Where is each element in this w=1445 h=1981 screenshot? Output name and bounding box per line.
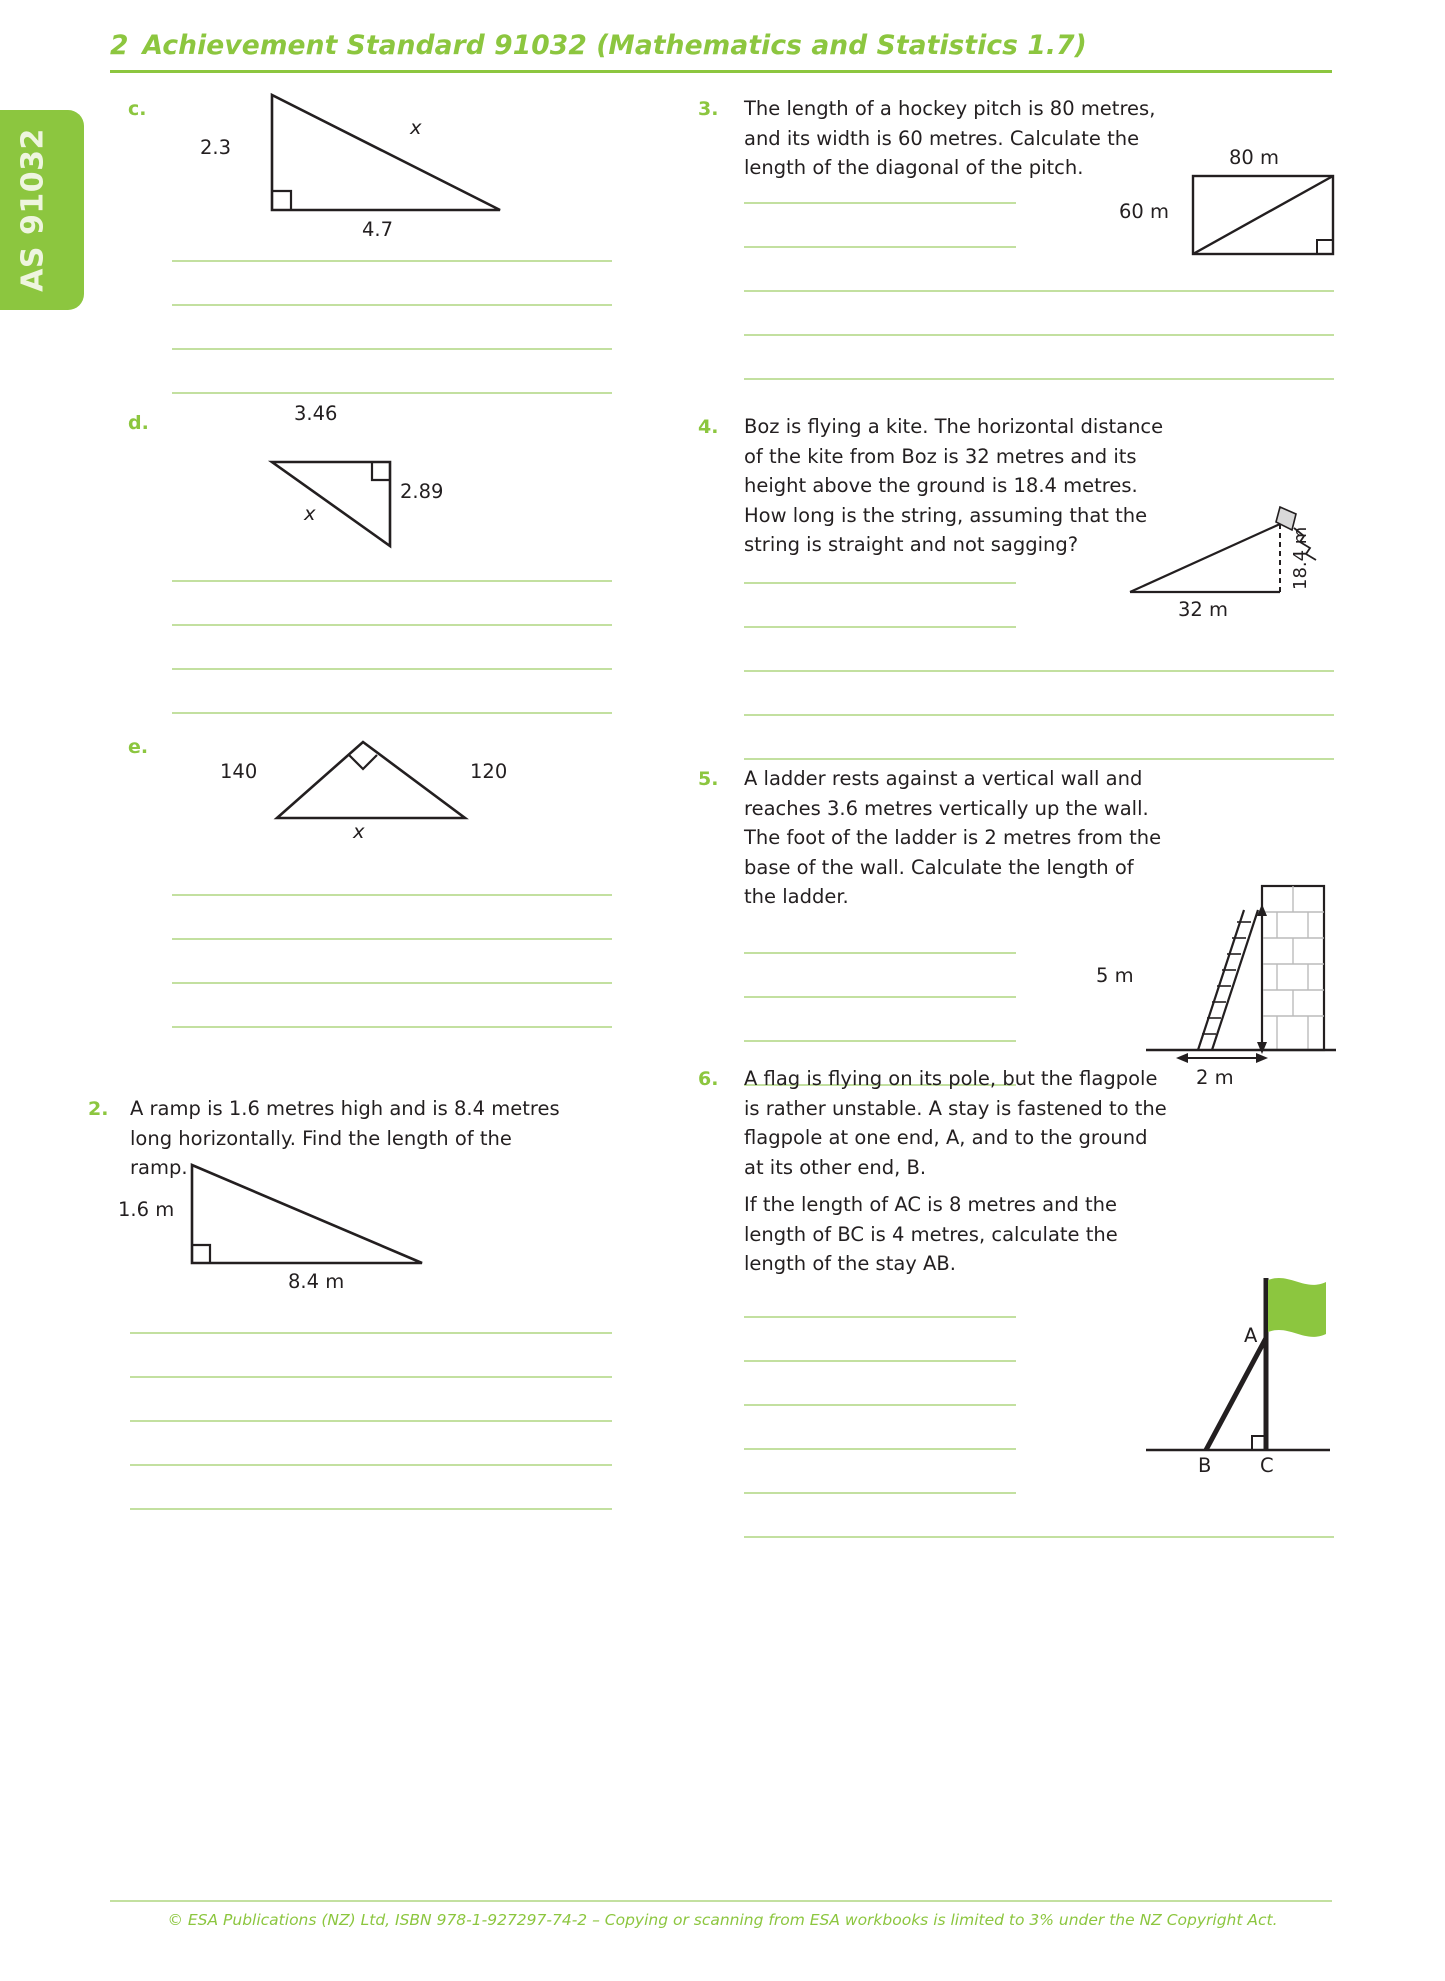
answer-line bbox=[744, 952, 1016, 954]
answer-line bbox=[744, 1536, 1334, 1538]
answer-line bbox=[172, 1026, 612, 1028]
answer-line bbox=[130, 1376, 612, 1378]
answer-line bbox=[744, 290, 1334, 292]
figure-flagpole bbox=[1140, 1272, 1340, 1477]
left-column bbox=[88, 82, 700, 1882]
answer-line bbox=[744, 1448, 1016, 1450]
question-5-text: A ladder rests against a vertical wall and reaches 3.6 metres vertically up the wall. The foot of the ladder is 2 metres from the base of the wall. Calculate the length of the ladder. bbox=[744, 767, 1162, 908]
answer-line bbox=[744, 626, 1016, 628]
answer-line bbox=[744, 246, 1016, 248]
label-e-base: x bbox=[353, 820, 365, 843]
right-column bbox=[698, 82, 1335, 1882]
answer-line bbox=[744, 582, 1016, 584]
answer-line bbox=[172, 260, 612, 262]
label-c-base: 4.7 bbox=[362, 218, 394, 241]
footer-divider bbox=[110, 1900, 1332, 1902]
answer-line bbox=[172, 624, 612, 626]
copyright-notice: © ESA Publications (NZ) Ltd, ISBN 978-1-927297-74-2 – Copying or scanning from ESA workbooks is limited to 3% under the NZ Copyright Act. bbox=[167, 1911, 1278, 1929]
label-c-hypotenuse: x bbox=[410, 116, 422, 139]
standard-side-tab bbox=[0, 110, 84, 310]
label-kite-height: 18.4 m bbox=[1290, 526, 1311, 590]
answer-line bbox=[130, 1508, 612, 1510]
label-d-right: 2.89 bbox=[400, 480, 444, 503]
label-ladder-length: 5 m bbox=[1096, 964, 1134, 987]
figure-ramp bbox=[118, 1158, 530, 1293]
question-3-number: 3. bbox=[698, 98, 719, 120]
answer-line bbox=[744, 202, 1016, 204]
side-tab-label: AS 91032 bbox=[15, 128, 51, 292]
page-title: Achievement Standard 91032 (Mathematics and Statistics 1.7) bbox=[142, 30, 1087, 61]
answer-line bbox=[744, 334, 1334, 336]
question-2-number: 2. bbox=[88, 1098, 109, 1120]
label-ladder-base: 2 m bbox=[1196, 1066, 1234, 1089]
part-e-label: e. bbox=[128, 736, 149, 758]
page-header-line bbox=[110, 30, 1087, 61]
label-e-left: 140 bbox=[220, 760, 258, 783]
figure-hockey-pitch bbox=[1119, 146, 1345, 267]
figure-ladder bbox=[1096, 882, 1350, 1089]
question-2-text: A ramp is 1.6 metres high and is 8.4 metres long horizontally. Find the length of the ramp. bbox=[130, 1097, 560, 1179]
answer-line bbox=[130, 1332, 612, 1334]
answer-line bbox=[172, 304, 612, 306]
answer-line bbox=[744, 378, 1334, 380]
answer-line bbox=[744, 1040, 1016, 1042]
header-divider bbox=[110, 70, 1332, 73]
figure-triangle-e bbox=[220, 722, 545, 843]
label-kite-base: 32 m bbox=[1178, 598, 1229, 621]
label-point-b: B bbox=[1198, 1454, 1212, 1477]
label-pitch-left: 60 m bbox=[1119, 200, 1170, 223]
answer-line bbox=[172, 668, 612, 670]
answer-line bbox=[172, 712, 612, 714]
answer-line bbox=[172, 894, 612, 896]
question-5-number: 5. bbox=[698, 768, 719, 790]
label-c-vertical: 2.3 bbox=[200, 136, 232, 159]
answer-line bbox=[172, 938, 612, 940]
label-d-top: 3.46 bbox=[294, 402, 338, 425]
figure-triangle-d bbox=[260, 402, 540, 548]
label-point-c: C bbox=[1260, 1454, 1274, 1477]
answer-line bbox=[172, 580, 612, 582]
answer-line bbox=[130, 1420, 612, 1422]
label-e-right: 120 bbox=[470, 760, 508, 783]
page-number: 2 bbox=[110, 30, 129, 61]
label-point-a: A bbox=[1244, 1324, 1258, 1347]
answer-line bbox=[744, 1316, 1016, 1318]
label-ramp-base: 8.4 m bbox=[288, 1270, 345, 1293]
question-4-text: Boz is flying a kite. The horizontal distance of the kite from Boz is 32 metres and its height above the ground is 18.4 metres. How long is the string, assuming that the string is straight and not sagging? bbox=[744, 415, 1164, 556]
label-pitch-top: 80 m bbox=[1229, 146, 1280, 169]
question-6-text: A flag is flying on its pole, but the flagpole is rather unstable. A stay is fastened to the flagpole at one end, A, and to the ground at its other end, B. bbox=[744, 1067, 1167, 1179]
question-3-text: The length of a hockey pitch is 80 metres, and its width is 60 metres. Calculate the length of the diagonal of the pitch. bbox=[744, 97, 1156, 179]
answer-line bbox=[744, 1360, 1016, 1362]
answer-line bbox=[744, 758, 1334, 760]
answer-line bbox=[744, 1404, 1016, 1406]
figure-triangle-c bbox=[200, 88, 550, 241]
label-d-hypotenuse: x bbox=[304, 502, 316, 525]
figure-kite bbox=[1120, 502, 1350, 632]
answer-line bbox=[172, 982, 612, 984]
question-6-text-2: If the length of AC is 8 metres and the length of BC is 4 metres, calculate the length of the stay AB. bbox=[744, 1193, 1118, 1275]
answer-line bbox=[744, 1492, 1016, 1494]
part-c-label: c. bbox=[128, 98, 147, 120]
answer-line bbox=[744, 996, 1016, 998]
question-6-number: 6. bbox=[698, 1068, 719, 1090]
answer-line bbox=[744, 714, 1334, 716]
label-ramp-height: 1.6 m bbox=[118, 1198, 175, 1221]
answer-line bbox=[172, 392, 612, 394]
answer-line bbox=[172, 348, 612, 350]
answer-line bbox=[130, 1464, 612, 1466]
answer-line bbox=[744, 670, 1334, 672]
question-4-number: 4. bbox=[698, 416, 719, 438]
part-d-label: d. bbox=[128, 412, 149, 434]
